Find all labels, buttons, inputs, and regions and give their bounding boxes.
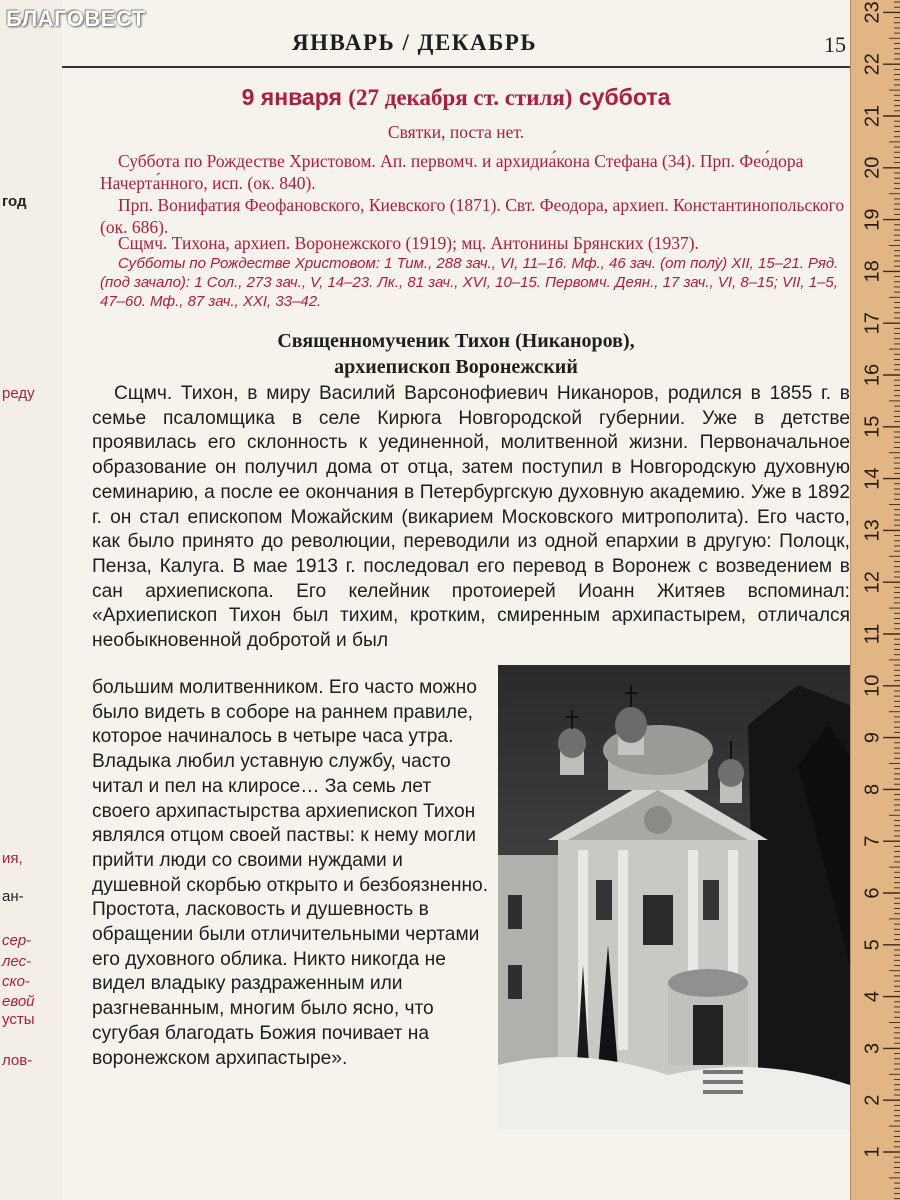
ruler-label: 9 — [861, 732, 884, 744]
ruler-label: 21 — [861, 104, 884, 128]
ruler-label: 1 — [861, 1146, 884, 1158]
day-date: 9 января — [241, 84, 342, 110]
day-old-style: (27 декабря ст. стиля) — [348, 85, 573, 110]
ruler-ticks — [883, 2, 900, 1199]
ruler-label: 19 — [861, 208, 884, 231]
ruler-label: 22 — [861, 53, 884, 76]
page-number: 15 — [824, 32, 846, 57]
fasting-note: Святки, поста нет. — [387, 122, 525, 142]
ruler-label: 6 — [861, 887, 884, 899]
ruler-label: 11 — [861, 623, 884, 645]
left-page-edge — [0, 0, 63, 1200]
book-page — [62, 0, 850, 1200]
left-fragment: ан- — [2, 888, 24, 905]
ruler-label: 12 — [861, 571, 884, 594]
left-fragment: реду — [2, 385, 35, 402]
cathedral-illustration — [498, 665, 850, 1130]
left-fragment: сер- — [2, 932, 32, 949]
saints-paragraph: Суббота по Рождестве Христовом. Ап. первомч. и архидиа́кона Стефана (34). Прп. Фео́дора Начерта́нного, исп. (ок. 840). — [100, 151, 804, 193]
left-fragment: евой — [2, 993, 35, 1010]
left-fragment: ия, — [2, 850, 23, 867]
ruler-label: 23 — [861, 1, 884, 24]
readings-paragraph: Субботы по Рождестве Христовом: 1 Тим., 288 зач., VI, 11–16. Мф., 46 зач. (от полу̀) XII, 15–21. Ряд. (под зачало): 1 Сол., 273 зач., V, 14–23. Лк., 81 зач., XVI, 10–15. Первомч. Деян., 17 зач., VI, 8–15; VII, 1–5, 47–60. Мф., 87 зач., XXI, 33–42. — [100, 255, 839, 310]
saints-paragraph: Сщмч. Тихона, архиеп. Воронежского (1919); мц. Антонины Брянских (1937). — [118, 233, 699, 253]
measuring-ruler — [850, 0, 900, 1200]
ruler-label: 3 — [861, 1042, 884, 1054]
article-paragraph: Сщмч. Тихон, в миру Василий Варсонофиевич Никаноров, родился в 1855 г. в семье псаломщика в селе Кирюга Новгородской губернии. Уже в детстве проявилась его склонность к уединенной, молитвенной жизни. Первоначальное образование он получил дома от отца, затем поступил в Новгородскую духовную семинарию, а после ее окончания в Петербургскую духовную академию. Уже в 1892 г. он стал епископом Можайским (викарием Московского митрополита). Его часто, как было принято до революции, переводили из одной епархии в другую: Полоцк, Пенза, Калуга. В мае 1913 г. последовал его перевод в Воронеж с возведением в сан архиепископа. Его келейник протоиерей Иоанн Житяев вспоминал: «Архиепископ Тихон был тихим, кротким, смиренным архипастырем, отличался необыкновенной добротой и был — [92, 383, 850, 652]
day-title — [62, 84, 850, 111]
ruler-label: 18 — [861, 260, 884, 283]
header-rule — [62, 66, 850, 68]
article-paragraph-column: большим молитвенником. Его часто можно было видеть в соборе на раннем правиле, которое начиналось в четыре часа утра. Владыка любил уставную службу, часто читал и пел на клиросе… За семь лет своего архипастырства архиепископ Тихон являлся отцом своей паствы: к нему могли прийти люди со своими нуждами и душевной скорбью открыто и безбоязненно. Простота, ласковость и душевность в обращении были отличительными чертами его духовного облика. Никто никогда не видел владыку раздраженным или разгневанным, многим было ясно, что сугубая благодать Божия почивает на воронежском архипастыре». — [92, 677, 489, 1069]
article-title-line: архиепископ Воронежский — [334, 356, 578, 378]
ruler-scale — [851, 0, 900, 1200]
ruler-label: 4 — [861, 991, 884, 1003]
ruler-label: 20 — [861, 156, 884, 179]
left-fragment: ско- — [2, 973, 30, 990]
left-fragment: лес- — [2, 953, 32, 970]
watermark-logo: БЛАГОВЕСТ — [6, 6, 146, 31]
ruler-label: 13 — [861, 519, 884, 542]
left-fragment: лов- — [2, 1052, 33, 1069]
article-title — [62, 328, 850, 380]
day-weekday: суббота — [578, 84, 671, 110]
ruler-label: 8 — [861, 783, 884, 795]
article-title-line: Священномученик Тихон (Никаноров), — [277, 330, 635, 352]
ruler-label: 14 — [861, 467, 884, 490]
left-fragment: год — [2, 193, 27, 210]
ruler-labels — [861, 1, 883, 1157]
cathedral-photo — [498, 665, 850, 1130]
left-fragment: усты — [2, 1011, 35, 1028]
ruler-label: 15 — [861, 415, 884, 438]
ruler-label: 5 — [861, 939, 884, 951]
ruler-label: 7 — [861, 835, 884, 847]
ruler-label: 16 — [861, 363, 884, 387]
running-head: ЯНВАРЬ / ДЕКАБРЬ — [292, 30, 538, 55]
ruler-label: 17 — [861, 312, 884, 335]
ruler-label: 10 — [861, 674, 884, 697]
saints-paragraph: Прп. Вонифатия Феофановского, Киевского (1871). Свт. Феодора, архиеп. Константинопольского (ок. 686). — [100, 195, 845, 237]
ruler-label: 2 — [861, 1094, 884, 1106]
